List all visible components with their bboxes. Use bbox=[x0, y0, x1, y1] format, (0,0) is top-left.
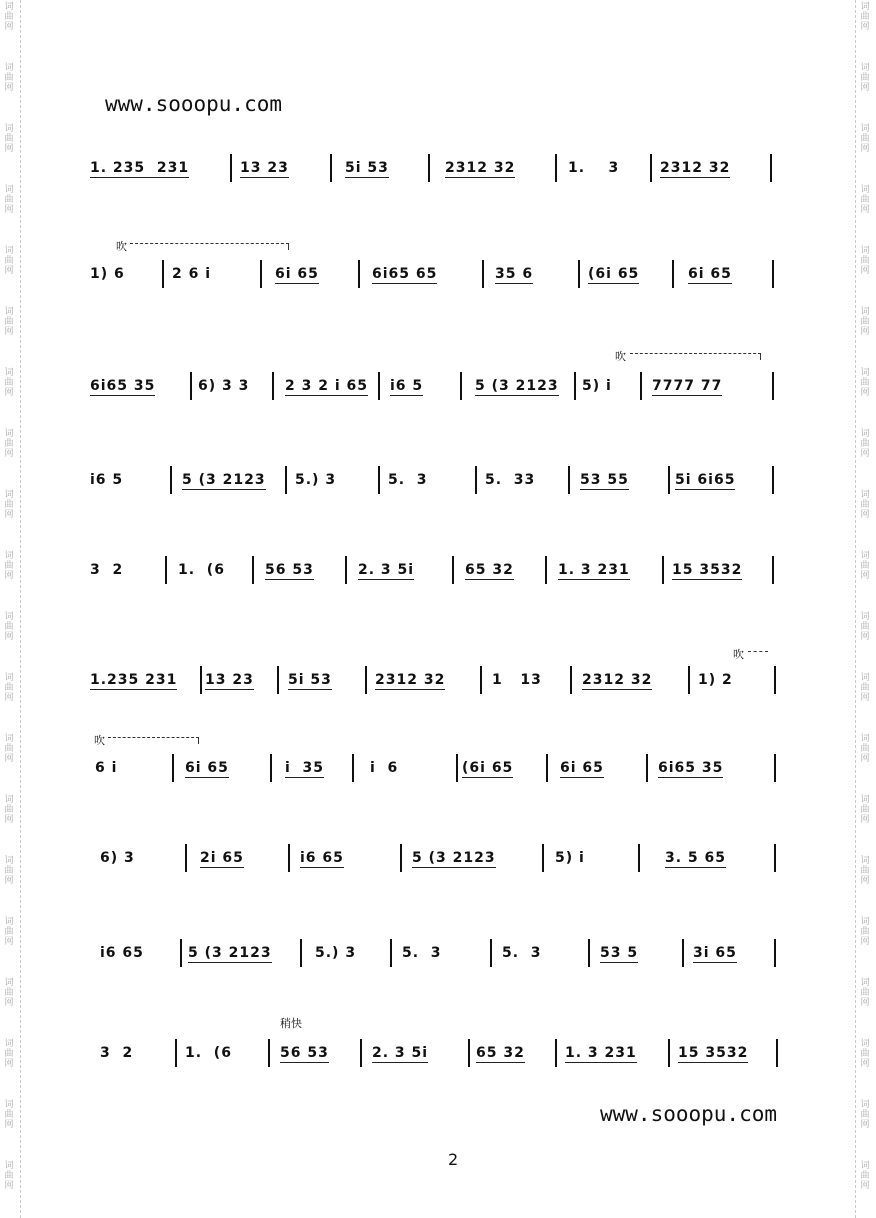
barline bbox=[272, 372, 274, 400]
score-line-7 bbox=[90, 760, 790, 784]
barline bbox=[288, 844, 290, 872]
side-watermark-text: 词曲网 bbox=[860, 2, 870, 32]
barline bbox=[568, 466, 570, 494]
measure: 6i 65 bbox=[275, 266, 319, 282]
side-watermark-text: 词曲网 bbox=[4, 368, 14, 398]
barline bbox=[175, 1039, 177, 1067]
measure: i6 65 bbox=[100, 945, 144, 961]
side-watermark-text: 词曲网 bbox=[4, 2, 14, 32]
barline bbox=[460, 372, 462, 400]
measure: 6i 65 bbox=[185, 760, 229, 776]
measure: 13 23 bbox=[205, 672, 254, 688]
measure: 6) 3 3 bbox=[198, 378, 250, 394]
side-watermark-text: 词曲网 bbox=[860, 673, 870, 703]
barline bbox=[277, 666, 279, 694]
barline bbox=[185, 844, 187, 872]
measure: 2 6 i bbox=[172, 266, 212, 282]
side-watermark-text: 词曲网 bbox=[4, 795, 14, 825]
side-watermark-text: 词曲网 bbox=[4, 1100, 14, 1130]
barline bbox=[555, 154, 557, 182]
measure: i 6 bbox=[370, 760, 399, 776]
extension-line bbox=[748, 651, 768, 658]
barline bbox=[475, 466, 477, 494]
barline bbox=[285, 466, 287, 494]
measure: 1 13 bbox=[492, 672, 542, 688]
measure: 2. 3 5i bbox=[358, 562, 415, 578]
measure: 13 23 bbox=[240, 160, 289, 176]
measure: 2312 32 bbox=[375, 672, 446, 688]
measure: i6 5 bbox=[90, 472, 124, 488]
measure: 1.235 231 bbox=[90, 672, 178, 688]
barline bbox=[555, 1039, 557, 1067]
measure: 35 6 bbox=[495, 266, 534, 282]
measure: 1) 6 bbox=[90, 266, 125, 282]
measure: 5i 6i65 bbox=[675, 472, 736, 488]
barline bbox=[260, 260, 262, 288]
measure: 56 53 bbox=[265, 562, 314, 578]
measure: 5. 3 bbox=[388, 472, 428, 488]
measure: 5 (3 2123 bbox=[182, 472, 266, 488]
barline bbox=[682, 939, 684, 967]
side-watermark-text: 词曲网 bbox=[860, 1161, 870, 1191]
barline bbox=[170, 466, 172, 494]
measure: 65 32 bbox=[476, 1045, 525, 1061]
measure: 15 3532 bbox=[678, 1045, 749, 1061]
measure: 1. 3 231 bbox=[565, 1045, 637, 1061]
barline bbox=[378, 372, 380, 400]
measure: 3 2 bbox=[100, 1045, 134, 1061]
side-watermark-text: 词曲网 bbox=[860, 246, 870, 276]
measure: 5. 33 bbox=[485, 472, 536, 488]
measure: 6i 65 bbox=[560, 760, 604, 776]
side-watermark-text: 词曲网 bbox=[860, 307, 870, 337]
side-watermark-text: 词曲网 bbox=[4, 246, 14, 276]
barline bbox=[570, 666, 572, 694]
score-line-6 bbox=[90, 672, 790, 696]
side-watermark-text: 词曲网 bbox=[860, 917, 870, 947]
side-watermark-text: 词曲网 bbox=[860, 185, 870, 215]
side-watermark-text: 词曲网 bbox=[860, 856, 870, 886]
measure: 1. (6 bbox=[178, 562, 225, 578]
side-watermark-text: 词曲网 bbox=[860, 1100, 870, 1130]
barline bbox=[190, 372, 192, 400]
blow-marking: 吹 bbox=[733, 648, 744, 661]
barline bbox=[662, 556, 664, 584]
barline bbox=[162, 260, 164, 288]
measure: 7777 77 bbox=[652, 378, 723, 394]
barline bbox=[588, 939, 590, 967]
measure: 6i65 65 bbox=[372, 266, 438, 282]
measure: 5 (3 2123 bbox=[412, 850, 496, 866]
measure: 5) i bbox=[555, 850, 585, 866]
blow-marking: 吹 bbox=[615, 350, 626, 363]
barline bbox=[480, 666, 482, 694]
score-line-4 bbox=[90, 472, 790, 496]
side-watermark-text: 词曲网 bbox=[4, 978, 14, 1008]
barline bbox=[358, 260, 360, 288]
measure: 2312 32 bbox=[582, 672, 653, 688]
tempo-marking: 稍快 bbox=[280, 1017, 302, 1030]
measure: 1. 235 231 bbox=[90, 160, 190, 176]
measure: i6 5 bbox=[390, 378, 424, 394]
side-watermark-text: 词曲网 bbox=[4, 612, 14, 642]
measure: 5. 3 bbox=[402, 945, 442, 961]
side-watermark-text: 词曲网 bbox=[860, 734, 870, 764]
blow-marking: 吹 bbox=[116, 240, 127, 253]
barline bbox=[774, 844, 776, 872]
measure: 15 3532 bbox=[672, 562, 743, 578]
barline bbox=[456, 754, 458, 782]
barline bbox=[668, 466, 670, 494]
barline bbox=[672, 260, 674, 288]
side-watermark-text: 词曲网 bbox=[4, 185, 14, 215]
measure: 5. 3 bbox=[502, 945, 542, 961]
barline bbox=[180, 939, 182, 967]
barline bbox=[345, 556, 347, 584]
barline bbox=[650, 154, 652, 182]
barline bbox=[400, 844, 402, 872]
score-line-10 bbox=[90, 1045, 790, 1069]
measure: (6i 65 bbox=[462, 760, 514, 776]
measure: 1. 3 bbox=[568, 160, 620, 176]
side-watermark-text: 词曲网 bbox=[860, 795, 870, 825]
measure: 6i65 35 bbox=[90, 378, 156, 394]
measure: 6 i bbox=[95, 760, 118, 776]
barline bbox=[776, 1039, 778, 1067]
score-line-3 bbox=[90, 378, 790, 402]
side-watermark-text: 词曲网 bbox=[860, 368, 870, 398]
barline bbox=[774, 666, 776, 694]
extension-line bbox=[108, 737, 199, 744]
side-watermark-text: 词曲网 bbox=[4, 63, 14, 93]
measure: 6i 65 bbox=[688, 266, 732, 282]
barline bbox=[668, 1039, 670, 1067]
side-watermark-text: 词曲网 bbox=[4, 307, 14, 337]
measure: 5 (3 2123 bbox=[188, 945, 272, 961]
barline bbox=[268, 1039, 270, 1067]
side-watermark-text: 词曲网 bbox=[860, 978, 870, 1008]
side-watermark-text: 词曲网 bbox=[4, 673, 14, 703]
barline bbox=[490, 939, 492, 967]
measure: 2. 3 5i bbox=[372, 1045, 429, 1061]
barline bbox=[300, 939, 302, 967]
measure: 3 2 bbox=[90, 562, 124, 578]
barline bbox=[542, 844, 544, 872]
barline bbox=[574, 372, 576, 400]
barline bbox=[772, 556, 774, 584]
page-number: 2 bbox=[448, 1150, 459, 1169]
measure: 6i65 35 bbox=[658, 760, 724, 776]
score-line-2 bbox=[90, 266, 790, 290]
barline bbox=[468, 1039, 470, 1067]
side-watermark-text: 词曲网 bbox=[4, 856, 14, 886]
barline bbox=[774, 754, 776, 782]
measure: 2312 32 bbox=[445, 160, 516, 176]
measure: 3i 65 bbox=[693, 945, 737, 961]
side-watermark-text: 词曲网 bbox=[860, 612, 870, 642]
measure: 5 (3 2123 bbox=[475, 378, 559, 394]
barline bbox=[378, 466, 380, 494]
measure: i 35 bbox=[285, 760, 325, 776]
score-line-5 bbox=[90, 562, 790, 586]
side-watermark-text: 词曲网 bbox=[4, 734, 14, 764]
measure: 5.) 3 bbox=[315, 945, 357, 961]
side-watermark-text: 词曲网 bbox=[4, 1161, 14, 1191]
barline bbox=[452, 556, 454, 584]
side-watermark-text: 词曲网 bbox=[860, 429, 870, 459]
barline bbox=[330, 154, 332, 182]
measure: (6i 65 bbox=[588, 266, 640, 282]
measure: 5i 53 bbox=[288, 672, 332, 688]
side-watermark-text: 词曲网 bbox=[860, 490, 870, 520]
measure: 1. 3 231 bbox=[558, 562, 630, 578]
measure: 2 3 2 i 65 bbox=[285, 378, 369, 394]
measure: 53 55 bbox=[580, 472, 629, 488]
extension-line bbox=[130, 243, 289, 250]
score-line-8 bbox=[90, 850, 790, 874]
measure: 53 5 bbox=[600, 945, 639, 961]
barline bbox=[638, 844, 640, 872]
score-line-9 bbox=[90, 945, 790, 969]
side-watermark-text: 词曲网 bbox=[860, 63, 870, 93]
barline bbox=[270, 754, 272, 782]
barline bbox=[352, 754, 354, 782]
barline bbox=[578, 260, 580, 288]
barline bbox=[640, 372, 642, 400]
measure: i6 65 bbox=[300, 850, 344, 866]
site-url-top: www.sooopu.com bbox=[105, 92, 283, 116]
barline bbox=[252, 556, 254, 584]
measure: 2312 32 bbox=[660, 160, 731, 176]
measure: 5i 53 bbox=[345, 160, 389, 176]
barline bbox=[546, 754, 548, 782]
measure: 56 53 bbox=[280, 1045, 329, 1061]
side-watermark-text: 词曲网 bbox=[4, 429, 14, 459]
measure: 1) 2 bbox=[698, 672, 733, 688]
side-watermark-text: 词曲网 bbox=[4, 1039, 14, 1069]
measure: 6) 3 bbox=[100, 850, 135, 866]
measure: 5) i bbox=[582, 378, 612, 394]
side-watermark-text: 词曲网 bbox=[860, 551, 870, 581]
barline bbox=[360, 1039, 362, 1067]
barline bbox=[172, 754, 174, 782]
barline bbox=[688, 666, 690, 694]
side-watermark-text: 词曲网 bbox=[860, 1039, 870, 1069]
barline bbox=[770, 154, 772, 182]
score-line-1 bbox=[90, 160, 790, 184]
barline bbox=[428, 154, 430, 182]
measure: 3. 5 65 bbox=[665, 850, 727, 866]
barline bbox=[165, 556, 167, 584]
blow-marking: 吹 bbox=[94, 734, 105, 747]
barline bbox=[772, 372, 774, 400]
side-watermark-text: 词曲网 bbox=[860, 124, 870, 154]
barline bbox=[390, 939, 392, 967]
barline bbox=[772, 260, 774, 288]
measure: 65 32 bbox=[465, 562, 514, 578]
barline bbox=[230, 154, 232, 182]
measure: 1. (6 bbox=[185, 1045, 232, 1061]
side-watermark-text: 词曲网 bbox=[4, 490, 14, 520]
left-watermark-strip bbox=[0, 0, 21, 1218]
side-watermark-text: 词曲网 bbox=[4, 124, 14, 154]
barline bbox=[545, 556, 547, 584]
barline bbox=[646, 754, 648, 782]
barline bbox=[774, 939, 776, 967]
measure: 2i 65 bbox=[200, 850, 244, 866]
barline bbox=[365, 666, 367, 694]
extension-line bbox=[630, 353, 761, 360]
site-url-bottom: www.sooopu.com bbox=[600, 1102, 778, 1126]
barline bbox=[200, 666, 202, 694]
barline bbox=[482, 260, 484, 288]
barline bbox=[772, 466, 774, 494]
measure: 5.) 3 bbox=[295, 472, 337, 488]
side-watermark-text: 词曲网 bbox=[4, 917, 14, 947]
right-watermark-strip bbox=[855, 0, 876, 1218]
side-watermark-text: 词曲网 bbox=[4, 551, 14, 581]
